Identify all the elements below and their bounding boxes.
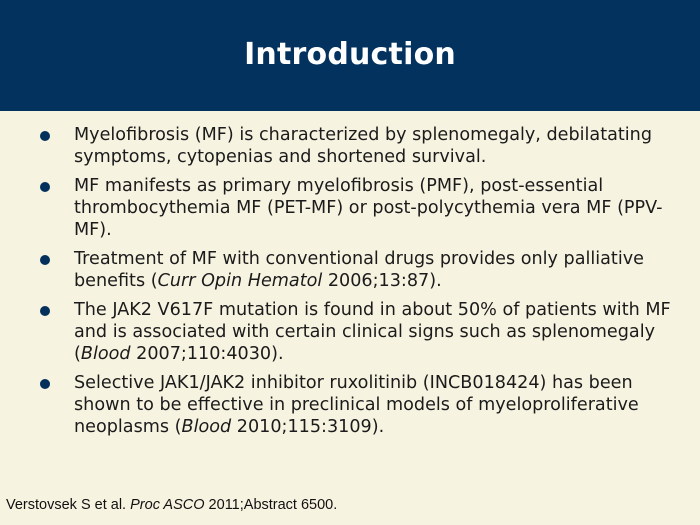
bullet-text	[74, 299, 674, 365]
bullet-text-pre: The JAK2 V617F mutation is found in about 50% of patients with MF and is associated with certain clinical signs such as splenomegaly (	[74, 300, 671, 364]
bullet-dot-icon	[40, 379, 50, 389]
bullet-text: MF manifests as primary myelofibrosis (PMF), post-essential thrombocythemia MF (PET-MF) or post-polycythemia vera MF (PPV-MF).	[74, 176, 663, 240]
bullet-item-treatment	[34, 248, 674, 292]
journal-citation: Blood	[80, 344, 131, 364]
bullet-item-mf-manifests	[34, 175, 674, 241]
bullet-text	[74, 248, 674, 292]
bullet-dot-icon	[40, 255, 50, 265]
bullet-text-pre: Selective JAK1/JAK2 inhibitor ruxolitinib (INCB018424) has been shown to be effective in preclinical models of myeloproliferative neoplasms (	[74, 373, 639, 437]
footer-reference: 2011;Abstract 6500.	[204, 497, 338, 513]
bullet-text: Myelofibrosis (MF) is characterized by splenomegaly, debilatating symptoms, cytopenias and shortened survival.	[74, 125, 652, 167]
bullet-dot-icon	[40, 182, 50, 192]
bullet-list	[34, 124, 674, 445]
bullet-text-pre: Treatment of MF with conventional drugs provides only palliative benefits (	[74, 249, 644, 291]
bullet-item-jak2-mutation	[34, 299, 674, 365]
bullet-dot-icon	[40, 131, 50, 141]
bullet-item-ruxolitinib	[34, 372, 674, 438]
journal-citation: Curr Opin Hematol	[157, 271, 323, 291]
title-banner	[0, 0, 700, 111]
footer-citation	[6, 497, 337, 513]
bullet-text-post: 2007;110:4030).	[130, 344, 284, 364]
slide-title: Introduction	[244, 37, 456, 72]
journal-citation: Blood	[181, 417, 232, 437]
bullet-dot-icon	[40, 306, 50, 316]
footer-authors: Verstovsek S et al.	[6, 497, 131, 513]
bullet-text-post: 2010;115:3109).	[231, 417, 385, 437]
bullet-text-post: 2006;13:87).	[322, 271, 442, 291]
bullet-item-mf-characterized	[34, 124, 674, 168]
bullet-text	[74, 372, 674, 438]
footer-journal: Proc ASCO	[130, 497, 205, 513]
